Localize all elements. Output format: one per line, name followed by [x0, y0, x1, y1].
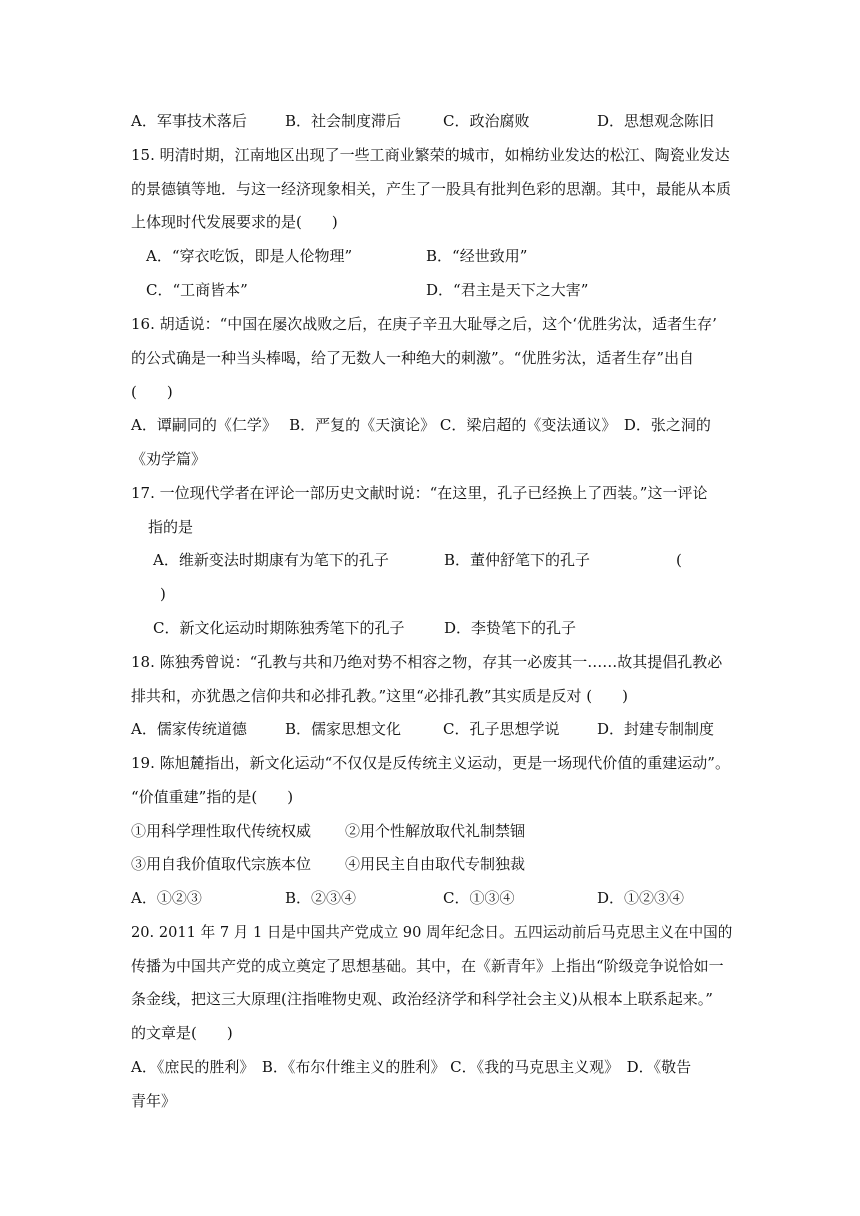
q19-option-a: A．①②③	[131, 889, 202, 907]
q14-option-b: B．社会制度滞后	[285, 112, 402, 130]
q19-stem-line-2: “价值重建”指的是( )	[131, 788, 294, 806]
q17-option-a: A．维新变法时期康有为笔下的孔子	[153, 551, 389, 569]
q20-options-cont: 青年》	[131, 1092, 177, 1110]
q15-option-a: A．“穿衣吃饭，即是人伦物理”	[146, 247, 353, 265]
q16-stem-line-2: 的公式确是一种当头棒喝，给了无数人一种绝大的刺激”。“优胜劣汰，适者生存”出自	[131, 349, 695, 367]
q17-option-b: B．董仲舒笔下的孔子	[444, 551, 591, 569]
q14-option-a: A．军事技术落后	[131, 112, 247, 130]
q16-options: A．谭嗣同的《仁学》 B．严复的《天演论》 C．梁启超的《变法通议》 D．张之洞的	[131, 416, 711, 434]
q15-stem-line-2: 的景德镇等地．与这一经济现象相关，产生了一股具有批判色彩的思潮。其中，最能从本质	[131, 180, 732, 198]
q20-stem-line-2: 传播为中国共产党的成立奠定了思想基础。其中，在《新青年》上指出“阶级竞争说恰如一	[131, 957, 724, 975]
q16-stem-line-1: 16. 胡适说：“中国在屡次战败之后，在庚子辛丑大耻辱之后，这个‘优胜劣汰，适者生存’	[131, 315, 717, 333]
q16-options-cont: 《劝学篇》	[131, 450, 207, 468]
q19-stem-line-1: 19. 陈旭麓指出，新文化运动“不仅仅是反传统主义运动，更是一场现代价值的重建运动”。	[131, 754, 730, 772]
q19-item-3: ③用自我价值取代宗族本位	[131, 855, 312, 873]
q15-option-c: C．“工商皆本”	[146, 281, 248, 299]
q20-stem-line-4: 的文章是( )	[131, 1024, 233, 1042]
q17-stem-line-2: 指的是	[148, 518, 194, 536]
q15-option-d: D．“君主是天下之大害”	[426, 281, 589, 299]
q20-stem-line-3: 条金线，把这三大原理(注指唯物史观、政治经济学和科学社会主义)从根本上联系起来。”	[131, 990, 713, 1008]
q14-option-d: D．思想观念陈旧	[597, 112, 715, 130]
q18-option-a: A．儒家传统道德	[131, 720, 247, 738]
q19-item-1: ①用科学理性取代传统权威	[131, 822, 312, 840]
q19-item-2: ②用个性解放取代礼制禁锢	[345, 822, 526, 840]
q19-item-4: ④用民主自由取代专制独裁	[345, 855, 526, 873]
q15-stem-line-1: 15. 明清时期，江南地区出现了一些工商业繁荣的城市，如棉纺业发达的松江、陶瓷业发达	[131, 146, 730, 164]
q18-option-d: D．封建专制制度	[597, 720, 715, 738]
q20-stem-line-1: 20. 2011 年 7 月 1 日是中国共产党成立 90 周年纪念日。五四运动前后马克思主义在中国的	[131, 923, 733, 941]
q17-stem-line-1: 17. 一位现代学者在评论一部历史文献时说：“在这里，孔子已经换上了西装。”这一评论	[131, 484, 708, 502]
q20-options: A．《庶民的胜利》 B．《布尔什维主义的胜利》 C．《我的马克思主义观》 D．《敬告	[131, 1058, 692, 1076]
q18-stem-line-1: 18. 陈独秀曾说：“孔教与共和乃绝对势不相容之物，存其一必废其一……故其提倡孔教必	[131, 653, 723, 671]
q14-option-c: C．政治腐败	[443, 112, 530, 130]
q18-option-c: C．孔子思想学说	[443, 720, 560, 738]
q19-option-b: B．②③④	[285, 889, 357, 907]
q19-option-d: D．①②③④	[597, 889, 685, 907]
q19-option-c: C．①③④	[443, 889, 515, 907]
q18-option-b: B．儒家思想文化	[285, 720, 402, 738]
q17-option-c: C．新文化运动时期陈独秀笔下的孔子	[153, 619, 405, 637]
q15-option-b: B．“经世致用”	[426, 247, 528, 265]
q15-stem-line-3: 上体现时代发展要求的是( )	[131, 213, 338, 231]
q17-option-d: D．李贽笔下的孔子	[444, 619, 577, 637]
q16-answer-paren: ( )	[131, 383, 173, 401]
q18-stem-line-2: 排共和，亦犹愚之信仰共和必排孔教。”这里“必排孔教”其实质是反对 ( )	[131, 687, 628, 705]
q17-paren-close: )	[160, 585, 166, 603]
q17-paren-open: (	[676, 551, 682, 569]
